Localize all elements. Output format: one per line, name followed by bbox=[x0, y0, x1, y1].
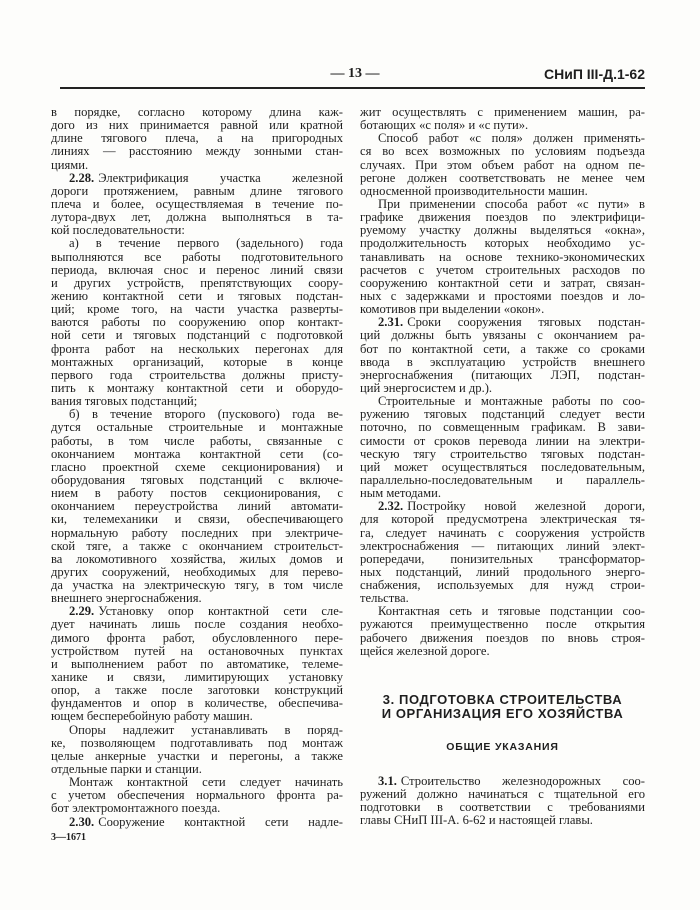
paragraph bbox=[51, 724, 343, 777]
line-text: Сооружение контактной сети надле- bbox=[98, 814, 343, 829]
line-text: дует начинать лишь после создания необхо- bbox=[51, 617, 343, 632]
line-text: электроснабжения — питающих линий элект- bbox=[360, 538, 645, 553]
clause-number: 2.28. bbox=[69, 170, 95, 185]
line-text: ций энергосистем и др.). bbox=[360, 380, 493, 395]
line-text: вания тяговых подстанций; bbox=[51, 394, 198, 409]
line-text: димого фронта работ, обусловленного пере- bbox=[51, 630, 343, 645]
line-text: ботающих «с поля» и «с пути». bbox=[360, 118, 529, 133]
line-text: линиях — расстоянию между зонными стан- bbox=[51, 144, 343, 159]
line-text: циями. bbox=[51, 157, 89, 172]
line-text: односменной производительности машин. bbox=[360, 183, 588, 198]
line-text: да участка на электрическую тягу, в том числе bbox=[51, 578, 343, 593]
line-text: фронта работ на нескольких перегонах для bbox=[51, 341, 343, 356]
line-text: рабочего движения поездов по вновь строя- bbox=[360, 630, 645, 645]
line-text: ропередачи, понизительных трансформатор- bbox=[360, 551, 645, 566]
paragraph bbox=[51, 408, 343, 605]
line-text: длине тягового плеча, а на пригородных bbox=[51, 131, 343, 146]
line-text: главы СНиП III-А. 6-62 и настоящей главы. bbox=[360, 813, 593, 828]
line-text: ций должны быть увязаны с окончанием ра- bbox=[360, 328, 645, 343]
line-text: продолжительность которых необходимо ус- bbox=[360, 236, 645, 251]
clause-number: 2.31. bbox=[378, 315, 404, 330]
line-text: бот по контактной сети, а также со сроками bbox=[360, 341, 645, 356]
line-text: ных подстанций, линий продольного энерго- bbox=[360, 564, 645, 579]
line-text: комотивов при выделении «окон». bbox=[360, 302, 545, 317]
line-text: фундаментов и опор в количестве, обеспечива- bbox=[51, 696, 343, 711]
section-title-line: И ОРГАНИЗАЦИЯ ЕГО ХОЗЯЙСТВА bbox=[381, 705, 624, 721]
line-text: ным методами. bbox=[360, 486, 442, 501]
right-column bbox=[360, 106, 645, 658]
clause-number: 2.32. bbox=[378, 499, 404, 514]
line-text: При применении способа работ «с пути» в bbox=[378, 196, 645, 211]
paragraph bbox=[51, 605, 343, 723]
paragraph bbox=[360, 605, 645, 658]
line-text: и выполнением работ по автоматике, телеме- bbox=[51, 656, 343, 671]
line-text: руемому участку должны выделяться «окна», bbox=[360, 223, 645, 238]
line-text: с учетом обеспечения нормального фронта ра- bbox=[51, 788, 343, 803]
line-text: щейся железной дороге. bbox=[360, 643, 490, 658]
paragraph bbox=[360, 316, 645, 395]
page-number: — 13 — bbox=[330, 66, 380, 81]
line-text: лутора-двух лет, должна выполняться в та- bbox=[51, 210, 343, 225]
line-text: Строительные и монтажные работы по соо- bbox=[378, 394, 645, 409]
line-text: пить к монтажу контактной сети и оборудо- bbox=[51, 380, 343, 395]
line-text: и других устройств, препятствующих соору- bbox=[51, 275, 343, 290]
line-text: дороги протяжением, равным длине тягового bbox=[51, 183, 343, 198]
line-text: ций; кроме того, на части участка разверты- bbox=[51, 302, 343, 317]
header-rule bbox=[60, 87, 645, 89]
line-text: ской тяге, а также с окончанием строительст- bbox=[51, 538, 343, 553]
line-text: га, следует начинать с сооружения устройств bbox=[360, 525, 645, 540]
line-text: ческую тягу строительство тяговых подстан- bbox=[360, 446, 645, 461]
line-text: отдельные парки и станции. bbox=[51, 762, 202, 777]
section-subtitle: ОБЩИЕ УКАЗАНИЯ bbox=[446, 741, 559, 753]
line-text: ружений должно начинаться с тщательной его bbox=[360, 787, 645, 802]
line-text: нием в работу постов секционирования, с bbox=[51, 486, 343, 501]
line-text: ных с задержками и простоями поездов и ло- bbox=[360, 288, 645, 303]
line-text: для которой предусмотрена электрическая тя- bbox=[360, 512, 645, 527]
section-body bbox=[360, 775, 645, 828]
line-text: жению контактной сети и тяговых подстан- bbox=[51, 288, 343, 303]
line-text: ва локомотивного хозяйства, жилых домов и bbox=[51, 551, 343, 566]
text-line bbox=[51, 816, 343, 829]
paragraph bbox=[360, 775, 645, 828]
line-text: плеча и более, осуществляемая в течение по- bbox=[51, 196, 343, 211]
line-text: ке, позволяющем подготавливать под монтаж bbox=[51, 735, 343, 750]
line-text: ввода в эксплуатацию устройств внешнего bbox=[360, 354, 645, 369]
line-text: Постройку новой железной дороги, bbox=[407, 499, 645, 514]
line-text: ной сети и тяговых подстанций с подготовкой bbox=[51, 328, 343, 343]
paragraph bbox=[360, 395, 645, 500]
paragraph bbox=[51, 106, 343, 172]
line-text: а) в течение первого (задельного) года bbox=[69, 236, 343, 251]
line-text: жит осуществлять с применением машин, ра- bbox=[360, 105, 645, 119]
line-text: случаях. При этом объем работ на одном пе- bbox=[360, 157, 645, 172]
paragraph bbox=[360, 106, 645, 132]
line-text: ся во всех возможных по условиям подъезда bbox=[360, 144, 645, 159]
section-title-line: 3. ПОДГОТОВКА СТРОИТЕЛЬСТВА bbox=[382, 692, 623, 707]
clause-number: 3.1. bbox=[378, 774, 397, 788]
line-text: параллельно-последовательным и параллель- bbox=[360, 472, 645, 487]
line-text: ющем бесперебойную работу машин. bbox=[51, 709, 253, 724]
line-text: расчетов с учетом строительных расходов по bbox=[360, 262, 645, 277]
line-text: Сроки сооружения тяговых подстан- bbox=[407, 315, 645, 330]
clause-number: 2.30. bbox=[69, 814, 95, 829]
line-text: периода, включая снос и перенос линий связи bbox=[51, 262, 343, 277]
line-text: подготовки в соответствии с требованиями bbox=[360, 800, 645, 815]
line-text: ваются работы по сооружению опор контакт- bbox=[51, 315, 343, 330]
line-text: первого года строительства должны присту- bbox=[51, 367, 343, 382]
line-text: оборудования тяговых подстанций с включе- bbox=[51, 472, 343, 487]
line-text: выполняются все работы подготовительного bbox=[51, 249, 343, 264]
line-text: энергоснабжения (питающих ЛЭП, подстан- bbox=[360, 367, 645, 382]
line-text: симости от сроков перевода линии на электри- bbox=[360, 433, 645, 448]
line-text: Строительство железнодорожных соо- bbox=[400, 774, 645, 788]
line-text: дого из них принимается равной или кратной bbox=[51, 118, 343, 133]
line-text: Установку опор контактной сети сле- bbox=[98, 604, 343, 619]
line-text: внешнего энергоснабжения. bbox=[51, 591, 202, 606]
document-code: СНиП III-Д.1-62 bbox=[544, 66, 645, 82]
line-text: Электрификация участка железной bbox=[98, 170, 343, 185]
paragraph bbox=[360, 132, 645, 198]
line-text: целые анкерные участки и перегоны, а также bbox=[51, 748, 343, 763]
text-line bbox=[360, 814, 645, 827]
line-text: гласно проектной схеме секционирования) и bbox=[51, 459, 343, 474]
line-text: Контактная сеть и тяговые подстанции соо- bbox=[378, 604, 645, 619]
paragraph bbox=[51, 237, 343, 408]
line-text: Монтаж контактной сети следует начинать bbox=[69, 775, 343, 790]
line-text: бот электромонтажного поезда. bbox=[51, 801, 221, 816]
line-text: Способ работ «с поля» должен применять- bbox=[378, 131, 645, 146]
line-text: ций может осуществляться последовательным, bbox=[360, 459, 645, 474]
line-text: графике движения поездов по электрифици- bbox=[360, 210, 645, 225]
line-text: ханике и связи, лимитирующих установку bbox=[51, 670, 343, 685]
left-column bbox=[51, 106, 343, 829]
line-text: окончанием монтажа контактной сети (со- bbox=[51, 446, 343, 461]
line-text: б) в течение второго (пускового) года ве- bbox=[69, 407, 343, 422]
line-text: нормальную работу последних при электриче- bbox=[51, 525, 343, 540]
line-text: дутся остальные строительные и монтажные bbox=[51, 420, 343, 435]
paragraph bbox=[360, 500, 645, 605]
line-text: танавливать на основе технико-экономических bbox=[360, 249, 645, 264]
line-text: Опоры надлежит устанавливать в поряд- bbox=[69, 722, 343, 737]
clause-number: 2.29. bbox=[69, 604, 95, 619]
line-text: тельства. bbox=[360, 591, 409, 606]
line-text: в порядке, согласно которому длина каж- bbox=[51, 105, 343, 119]
paragraph bbox=[51, 816, 343, 829]
print-signature: 3—1671 bbox=[51, 832, 86, 843]
line-text: ки, телемеханики и связи, обеспечивающего bbox=[51, 512, 343, 527]
line-text: снабжения, используемых для нужд строи- bbox=[360, 578, 645, 593]
paragraph bbox=[360, 198, 645, 316]
section-title bbox=[360, 693, 645, 720]
line-text: окончанием переустройства линий автомати- bbox=[51, 499, 343, 514]
line-text: монтажных организаций, которые в конце bbox=[51, 354, 343, 369]
line-text: поточно, по совмещенным графикам. В зави- bbox=[360, 420, 645, 435]
line-text: ружению тяговых подстанций следует вести bbox=[360, 407, 645, 422]
line-text: других сооружений, необходимых для перево- bbox=[51, 564, 343, 579]
line-text: устройством путей на остановочных пунктах bbox=[51, 643, 343, 658]
paragraph bbox=[51, 172, 343, 238]
line-text: работы, в том числе работы, связанные с bbox=[51, 433, 343, 448]
text-line bbox=[360, 645, 645, 658]
line-text: опор, а также после заготовки конструкций bbox=[51, 683, 343, 698]
line-text: кой последовательности: bbox=[51, 223, 185, 238]
text-line bbox=[51, 145, 343, 158]
paragraph bbox=[51, 776, 343, 815]
line-text: ружаются преимущественно после открытия bbox=[360, 617, 645, 632]
line-text: сооружению контактной сети и затрат, связан- bbox=[360, 275, 645, 290]
line-text: регоне должен соответствовать не менее чем bbox=[360, 170, 645, 185]
